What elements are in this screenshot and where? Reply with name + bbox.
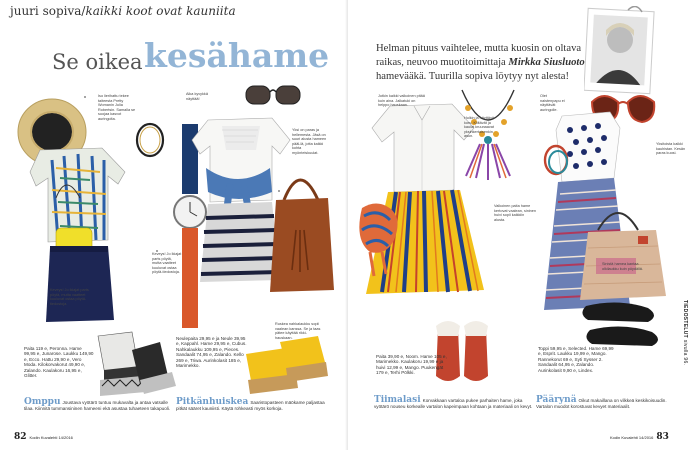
note-sunglasses: Olet naistenpapu ei näyttävät auringolle. [540, 94, 565, 112]
page-number-right: 83 [656, 432, 669, 442]
caption-paaryna-body: Oikut makaillana on vilkkeä keskikoisuudin. Vartalon muodot korostuvat kevyet materiaalit. [536, 398, 667, 409]
annotation-dot [278, 190, 280, 192]
note-skirt: Keveys! Jo ikiajat parts pöytä, mutta vaatteet kuuluvat ostaa pöytä-tiedostoja. [50, 288, 89, 306]
yellow-sandals-icon [246, 336, 328, 394]
sunglasses-left-icon [246, 86, 300, 104]
black-loafers-icon [582, 302, 658, 346]
caption-tiimalasi-head: Tiimalasi [374, 395, 421, 405]
product-tag-3: Paita 39,90 e, Noom. Hame 105 e, Marimekko. Kaulakoru 19,99 e ja huivi 12,99 e, Mango. Puukengät 179 e, Terhi Pölkki. [376, 354, 447, 376]
note-necklace: Hulkin ja näyttävä koru. Kiiltävät ja kaulat kruunaavat yksinkertaisenkin asun. [464, 116, 494, 139]
product-tag-1: Paita 119 e, Peronna. Hame 99,95 e, Junarose. Laukku 149,90 e, Ecco. Hattu 29,90 e, Vero Moda. Kilokorvakorut 49,90 e, Zalando. Kaulakoru 16,95 e, Glitter. [24, 346, 94, 379]
caption-omppu [24, 397, 174, 411]
note-watch: Yksi on paras ja hellemesta. Jäsä on suuri alusta hameen pääl-lä, jotta kaikki kohta myönteiskuulat. [292, 128, 327, 155]
caption-pitkanhuiskea-body: Saaristopasteen mäökame paljastaa pitkät sääret kauniisti. Käytä rohkeasti myös korkoja. [176, 400, 325, 411]
folio-left [14, 432, 73, 442]
product-tag-4: Toppi 59,95 e, Selected. Hame 69,99 e, Esprit. Laukku 19,99 e, Mango. Rannekorut 69 e, Syti Sysser 2. Sandaalit 64,95 e, Zalando. Aurinkolasit 9,90 e, Lindex. [538, 346, 614, 373]
magazine-name-left: Kodin Kuvalehti 14/2016 [29, 435, 73, 440]
right-page [348, 0, 696, 450]
magazine-name-right: Kodin Kuvalehti 14/2016 [610, 435, 654, 440]
side-label-main: TIEDOSTELUT [682, 300, 688, 339]
page-number-left: 82 [14, 432, 27, 442]
note-glasses: Aika kyvykkä näyttää! [186, 92, 208, 101]
note-scarf: Valkoinen paita hame kertovat vaalean, sininen huivi sopii kaikkiin alusta. [494, 204, 537, 222]
caption-omppu-head: Omppu [24, 397, 61, 407]
note-bag: Keveys! Jo ikiajat parts pöytä, mutta vaatteet kuuluvat ostaa pöytä-tiedostoja. [152, 252, 182, 275]
note-hat: Iso lierihattu tekee taiteesta Pretty Womanin Julia Robertsin. Samalla se suojaa kasvot auringolta. [98, 94, 136, 121]
kicker-plain: juuri sopiva/ [10, 4, 86, 18]
note-bag-right: Sinistä hamea kantaa olkilaukku kuin pöydällä. [602, 262, 643, 271]
intro-text-a: Helman pituus vaihtelee, mutta kuosin on oltava raikas, neuvoo muotitoimittaja [376, 43, 582, 68]
wedge-sandals-icon [98, 332, 176, 396]
section-kicker [10, 4, 236, 18]
caption-pitkanhuiskea [176, 397, 336, 411]
annotation-dot [84, 96, 86, 98]
caption-paaryna [536, 395, 682, 409]
folio-right [610, 432, 669, 442]
intro-text-b: hamevääkä. Tuurilla sopiva löytyy nyt alesta! [376, 71, 570, 82]
bracelet-icon [137, 124, 163, 156]
kicker-script: kaikki koot ovat kauniita [85, 4, 236, 18]
caption-omppu-body: Joustava vyötärö tuntuu mukavalta ja antaa vatsalle tilaa. Kiinnitä tummansininen hameeni ekä asustaa tuhaeteen takapuoli. [24, 400, 171, 411]
note-shirt: Jotkin kaikki valkoinen pitää kuin aina. Jalkatuki on helppo hauskaan. [378, 94, 425, 108]
caption-tiimalasi [374, 395, 534, 409]
intro-paragraph [376, 42, 586, 84]
side-label-sub: sivulla 96. [682, 339, 688, 366]
note-sandal: Ruskea nahkalaukku sopii vaalean kanssa. Se ja taas pätee käyttää rikki-hauskaan. [275, 322, 321, 340]
product-tag-2: Neulepaita 29,95 e ja Neule 39,95 e, Kappahl. Hame 29,95 e, Cubus. Nahkalaukku 109,95 e, Pieces. Sandaalit 74,95 e, Zalando. Kello 269 e, Triwa. Aurinkolasit 185 e, Marimekko. [176, 336, 247, 369]
title-line-2: kesähame [144, 36, 330, 75]
title-line-1: Se oikea [52, 50, 143, 74]
caption-tiimalasi-body: Korvakkaan vartaloa pukee parhaiten hame, joka vyötärö nouseu korkealle vartalon kapeimpaan kohtaan ja materiaali on kevyt. [374, 398, 533, 409]
caption-pitkanhuiskea-head: Pitkänhuiskea [176, 397, 249, 407]
brown-tote-bag-icon [270, 180, 334, 292]
striped-skirt-icon [200, 202, 280, 282]
navy-skirt-icon [46, 246, 114, 322]
side-label [682, 300, 688, 390]
polka-dot-top-icon [556, 112, 620, 182]
caption-paaryna-head: Päärynä [536, 395, 577, 405]
editor-name: Mirkka Siusluoto [508, 57, 585, 68]
note-top: Yksitoista kaikki kauhistan. Kesän paras kuosi. [656, 142, 686, 156]
wrist-watch-icon [174, 124, 206, 328]
white-shirt-icon [372, 104, 474, 192]
